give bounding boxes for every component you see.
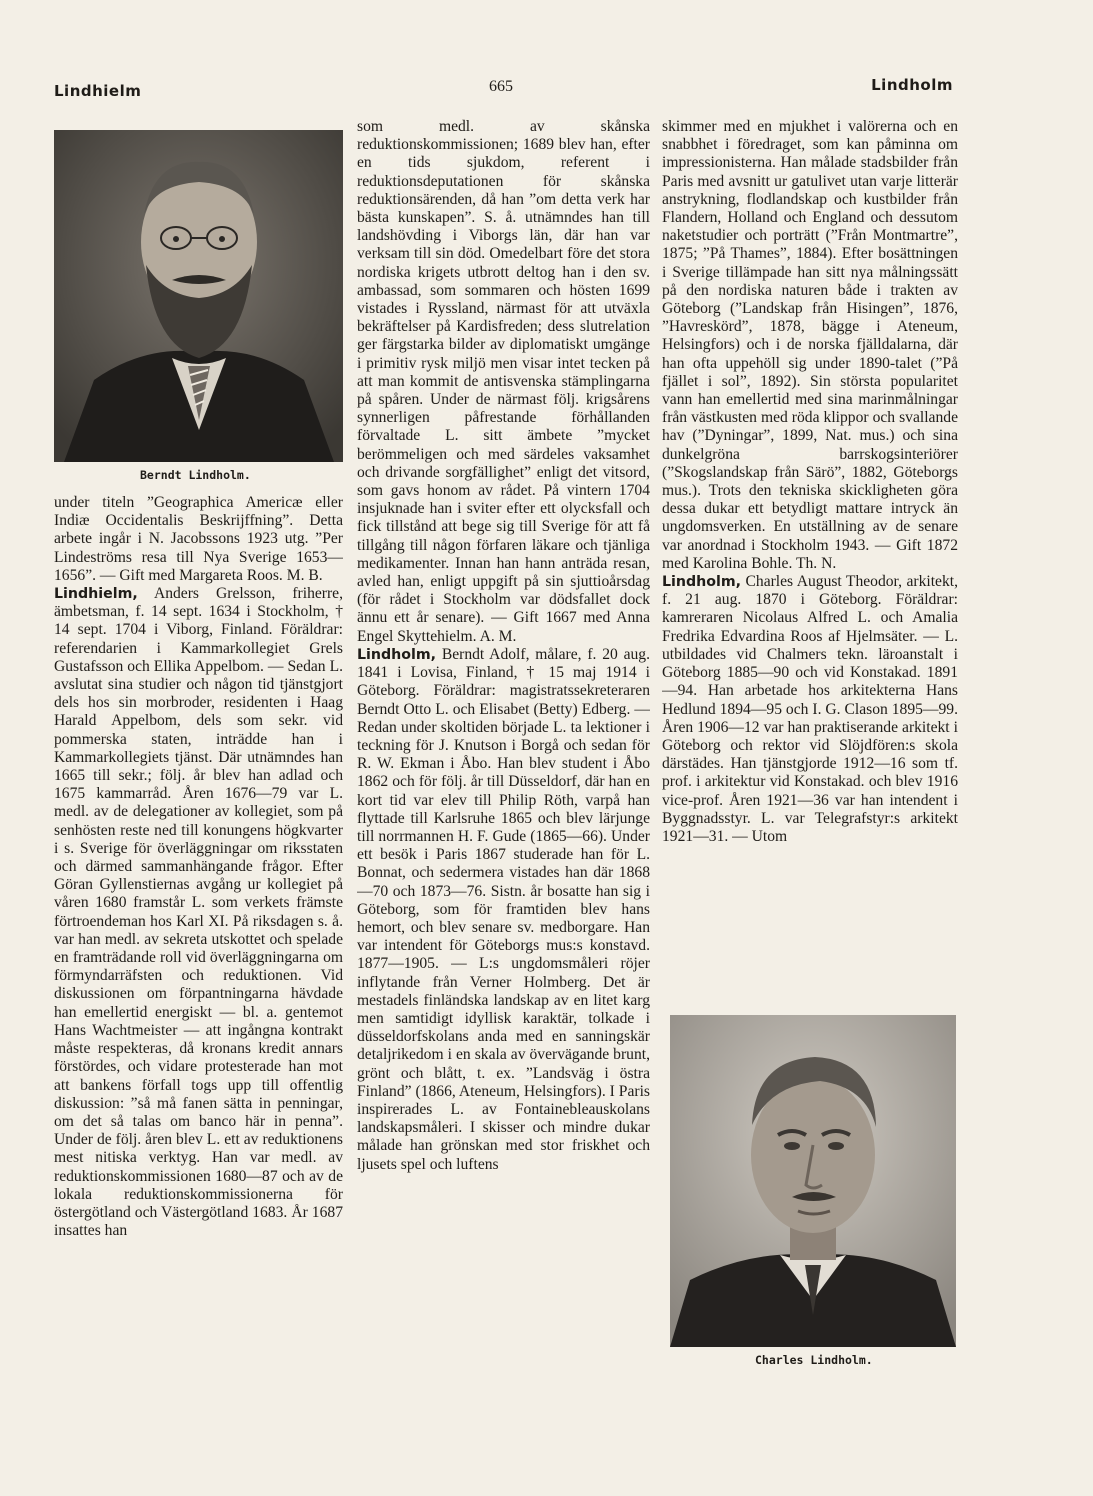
text-column-3 (662, 118, 958, 1000)
paragraph: skimmer med en mjukhet i valörerna och en snabbhet i föredraget, som kan påminna om impressionisterna. Han målade stadsbilder från Paris med avsnitt ur gatulivet utan varje litterär anstrykning, flodlandskap och kustbilder från Flandern, Holland och England och dessutom naketstudier och porträtt (”Från Montmartre”, 1875; ”På Thames”, 1884). Efter bosättningen i Sverige tillämpade han sitt nya målningssätt på den nordiska naturen både i trakten av Göteborg (”Landskap från Hisingen”, 1876, ”Havreskörd”, 1878, bägge i Ateneum, Helsingfors) och i de norska fjälldalarna, där han ofta uppehöll sig under 1890-talet (”På fjället i sol”, 1892). Sin största popularitet vann han emellertid med sina marinmålningar från västkusten med röda klippor och svallande hav (”Dyningar”, 1899, Nat. mus.) och sina dunkelgröna barrskogsinteriörer (”Skogslandskap från Särö”, 1882, Göteborgs mus.). Trots den tekniska skickligheten göra dessa dukar ett betydligt mattare intryck än ungdomsverken. En utställning av de senare var anordnad i Stockholm 1943. — Gift 1872 med Karolina Bohle. Th. N. (662, 118, 958, 572)
photo-caption: Berndt Lindholm. (140, 468, 251, 482)
entry-headword: Lindholm, (662, 574, 742, 591)
entry-paragraph (357, 646, 650, 1174)
entry-headword: Lindhielm, (54, 586, 138, 603)
entry-headword: Lindholm, (357, 646, 437, 663)
running-head-left: Lindhielm (54, 82, 142, 100)
entry-paragraph (54, 585, 343, 1240)
portrait-charles-lindholm (670, 1015, 956, 1347)
entry-paragraph (662, 573, 958, 846)
entry-text: Berndt Adolf, målare, f. 20 aug. 1841 i Lovisa, Finland, † 15 maj 1914 i Göteborg. Föräldrar: magistratssekreteraren Berndt Otto L. och Elisabet (Betty) Edberg. — Redan under skoltiden började L. ta lektioner i teckning för J. Knutson i Borgå och sedan för R. W. Ekman i Åbo. Han blev student i Åbo 1862 och för följ. år till Düsseldorf, där han en kort tid var elev till Philip Röth, varpå han flyttade till Karlsruhe 1865 och blev lärjunge till norrmannen H. F. Gude (1865—66). Under ett besök i Paris 1867 studerade han för L. Bonnat, och sedermera vistades han där 1868—70 och 1873—76. Sistn. år bosatte han sig i Göteborg, som för framtiden blev hans hemort, och blev senare sv. medborgare. Han var intendent för Göteborgs mus:s konstavd. 1877—1905. — L:s ungdomsmåleri röjer inflytande från Verner Holmberg. Det är mestadels finländska landskap av en litet karg men samtidigt idyllisk karaktär, tolkade i düsseldorfskolans anda med en sanningskär detaljrikedom i en skala av övervägande brunt, grönt och blått, t. ex. ”Landsväg i östra Finland” (1866, Ateneum, Helsingfors). I Paris inspirerades L. av Fontainebleauskolans landskapsmåleri. I skisser och mindre dukar målade han grönskan med stor friskhet och ljusets spel och luftens (357, 645, 650, 1173)
text-column-1 (54, 494, 343, 1360)
running-head-right: Lindholm (871, 76, 953, 94)
page-number: 665 (489, 78, 513, 95)
entry-text: Anders Grelsson, friherre, ämbetsman, f. 14 sept. 1634 i Stockholm, † 14 sept. 1704 i Viborg, Finland. Föräldrar: referendarien i Kammarkollegiet Grels Gustafsson och Ellika Appelbom. — Sedan L. avslutat sina studier och någon tid tjänstgjort dels hos sin morbroder, residenten i Haag Harald Appelbom, dels som sekr. vid pommerska staten, inträdde han i Kammarkollegiets tjänst. Där utnämndes han 1665 till sekr.; följ. år blev han adlad och 1675 kammarråd. Åren 1676—79 var L. medl. av de delegationer av kollegiet, som på senhösten reste ned till konungens högkvarter i s. Sverige för överläggningar om riksstaten och därmed sammanhängande frågor. Efter Göran Gyllenstiernas avgång ur kollegiet på våren 1680 framstår L. som verkets främste förtroendeman hos Karl XI. På riksdagen s. å. var han medl. av sekreta utskottet och spelade en framträdande roll vid överläggningarna om förmyndarräfsten och reduktionen. Vid diskussionen om förpantningarna hävdade han emellertid energiskt — bl. a. gentemot Hans Wachtmeister — att ingångna kontrakt måste respekteras, då kronans kredit annars förstördes, och vidare protesterade han mot att bankens förfall togs upp till offentlig diskussion: ”så må fanen sätta in penningar, om det så talas om banco här in penna”. Under de följ. åren blev L. ett av reduktionens mest nitiska verktyg. Han var medl. av reduktionskommissionen 1680—87 och av de lokala reduktionskommissionerna för östergötland och Västergötland 1683. År 1687 insattes han (54, 585, 343, 1240)
entry-text: Charles August Theodor, arkitekt, f. 21 aug. 1870 i Göteborg. Föräldrar: kamreraren Nicolaus Alfred L. och Amalia Fredrika Edvardina Roos af Hjelmsäter. — L. utbildades vid Chalmers tekn. läroanstalt i Göteborg 1885—90 och vid Konstakad. 1891—94. Han arbetade hos arkitekterna Hans Hedlund 1894—95 och I. G. Clason 1895—99. Åren 1906—12 var han praktiserande arkitekt i Göteborg och rektor vid Slöjdfören:s skola därstädes. Han tjänstgjorde 1912—16 som tf. prof. i arkitektur vid Konstakad. och blev 1916 vice-prof. Åren 1921—36 var han intendent i Byggnadsstyr. L. var Telegrafstyr:s arkitekt 1921—31. — Utom (662, 573, 958, 845)
photo-caption: Charles Lindholm. (755, 1353, 873, 1367)
paragraph: under titeln ”Geographica Americæ eller Indiæ Occidentalis Beskrijffning”. Detta arbete ingår i N. Jacobssons 1923 utg. ”Per Lindeströms resa till Nya Sverige 1653—1656”. — Gift med Margareta Roos. M. B. (54, 494, 343, 584)
text-column-2 (357, 118, 650, 1360)
paragraph: som medl. av skånska reduktionskommissionen; 1689 blev han, efter en tids sjukdom, referent i reduktionsdeputationen för skånska reduktionsärenden, då han ”om detta verk har bästa kunskapen”. S. å. utnämndes han till landshövding i Viborgs län, där han var verksam till sin död. Omedelbart före det stora nordiska krigets utbrott deltog han i den sv. ambassad, som sommaren och hösten 1699 vistades i Ryssland, närmast för att utväxla bekräftelser på Kardisfreden; dess slutrelation ger färgstarka bilder av diplomatiskt umgänge i primitiv rysk miljö men visar intet tecken på att man kommit de antisvenska stämplingarna på spåren. Under de närmast följ. krigsårens synnerligen påfrestande förhållanden förvaltade L. sitt ämbete ”mycket berömmeligen och med särdeles vaksamhet och drivande sorgfällighet” enligt det vitsord, som gavs honom av rådet. På vintern 1704 insjuknade han i sviter efter ett olycksfall och fick tillstånd att bege sig till Sverige för att få tillgång till någon förfaren läkare och tjänliga medikamenter. Innan han hann anträda resan, avled han, enligt uppgift på sin sjuttioårsdag (för rådet i Stockholm var dödsfallet dock ännu ett år senare). — Gift 1667 med Anna Engel Skyttehielm. A. M. (357, 118, 650, 645)
portrait-berndt-lindholm (54, 130, 343, 462)
page-header (0, 70, 1093, 104)
